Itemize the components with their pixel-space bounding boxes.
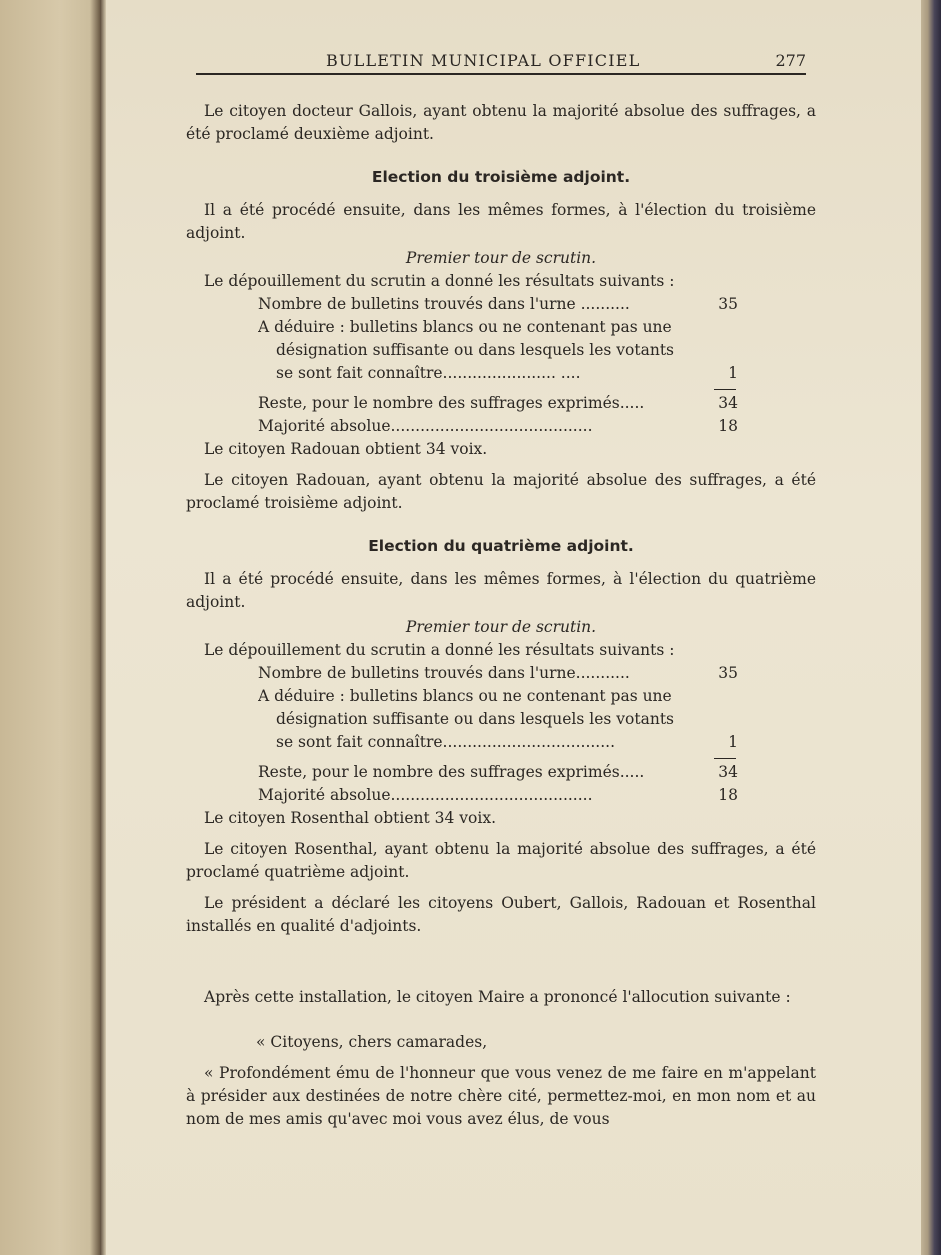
reste-label: Reste, pour le nombre des suffrages exprimés..... [258,394,645,412]
page-body [186,100,816,1131]
sum-rule [714,758,736,759]
third-paragraph: Il a été procédé ensuite, dans les mêmes formes, à l'élection du troisième adjoint. [186,201,816,242]
deduct-value: 1 [728,733,738,751]
result-row [258,415,738,438]
result-row [258,784,738,807]
allocution-intro: Après cette installation, le citoyen Maire a prononcé l'allocution suivante : [204,988,791,1006]
deduct-label-line-2: désignation suffisante ou dans lesquels les votants [276,710,674,728]
bulletins-value: 35 [718,295,738,313]
spacer [186,938,816,986]
deduct-label-line-1: A déduire : bulletins blancs ou ne contenant pas une [258,687,672,705]
reste-value: 34 [718,394,738,412]
header-rule [196,73,806,75]
result-row [258,362,738,385]
reste-value: 34 [718,763,738,781]
quote-salutation: « Citoyens, chers camarades, [256,1033,488,1051]
deduct-label-line-2: désignation suffisante ou dans lesquels les votants [276,341,674,359]
result-row [258,731,738,754]
left-page-edge [0,0,100,1255]
result-row [258,339,738,362]
deduct-label-line-3: se sont fait connaître................................... [276,733,616,751]
majorite-label: Majorité absolue......................................... [258,417,593,435]
majorite-value: 18 [718,786,738,804]
fourth-tour-heading: Premier tour de scrutin. [405,618,597,636]
result-row [258,293,738,316]
bulletins-label: Nombre de bulletins trouvés dans l'urne .......... [258,295,630,313]
result-row [258,316,738,339]
third-obtient: Le citoyen Radouan obtient 34 voix. [204,440,488,458]
declaration-paragraph: Le président a déclaré les citoyens Oubert, Gallois, Radouan et Rosenthal installés en qualité d'adjoints. [186,894,816,935]
result-row [258,662,738,685]
reste-label: Reste, pour le nombre des suffrages exprimés..... [258,763,645,781]
result-row [258,392,738,415]
fourth-paragraph: Il a été procédé ensuite, dans les mêmes formes, à l'élection du quatrième adjoint. [186,570,816,611]
third-tour-heading: Premier tour de scrutin. [405,249,597,267]
third-results-table [258,293,738,438]
bulletins-label: Nombre de bulletins trouvés dans l'urne........... [258,664,630,682]
section-title-third: Election du troisième adjoint. [371,168,631,186]
section-title-fourth: Election du quatrième adjoint. [368,537,634,555]
page-number: 277 [775,51,806,70]
book-page [106,0,921,1255]
page-header [196,45,806,79]
fourth-obtient: Le citoyen Rosenthal obtient 34 voix. [204,809,496,827]
fourth-proclame: Le citoyen Rosenthal, ayant obtenu la majorité absolue des suffrages, a été proclamé quatrième adjoint. [186,840,816,881]
third-proclame: Le citoyen Radouan, ayant obtenu la majorité absolue des suffrages, a été proclamé troisième adjoint. [186,471,816,512]
header-title: BULLETIN MUNICIPAL OFFICIEL [326,51,641,70]
result-row [258,685,738,708]
right-page-edge [919,0,941,1255]
fourth-results-intro: Le dépouillement du scrutin a donné les résultats suivants : [204,641,675,659]
third-results-intro: Le dépouillement du scrutin a donné les résultats suivants : [204,272,675,290]
result-row [258,761,738,784]
fourth-results-table [258,662,738,807]
intro-paragraph: Le citoyen docteur Gallois, ayant obtenu la majorité absolue des suffrages, a été proclamé deuxième adjoint. [186,102,816,143]
majorite-label: Majorité absolue......................................... [258,786,593,804]
majorite-value: 18 [718,417,738,435]
bulletins-value: 35 [718,664,738,682]
quote-body: « Profondément ému de l'honneur que vous venez de me faire en m'appelant à présider aux destinées de notre chère cité, permettez-moi, en mon nom et au nom de mes amis qu'avec moi vous avez élus, de vous [186,1064,816,1128]
deduct-label-line-3: se sont fait connaître....................... .... [276,364,581,382]
deduct-value: 1 [728,364,738,382]
result-row [258,708,738,731]
sum-rule [714,389,736,390]
deduct-label-line-1: A déduire : bulletins blancs ou ne contenant pas une [258,318,672,336]
